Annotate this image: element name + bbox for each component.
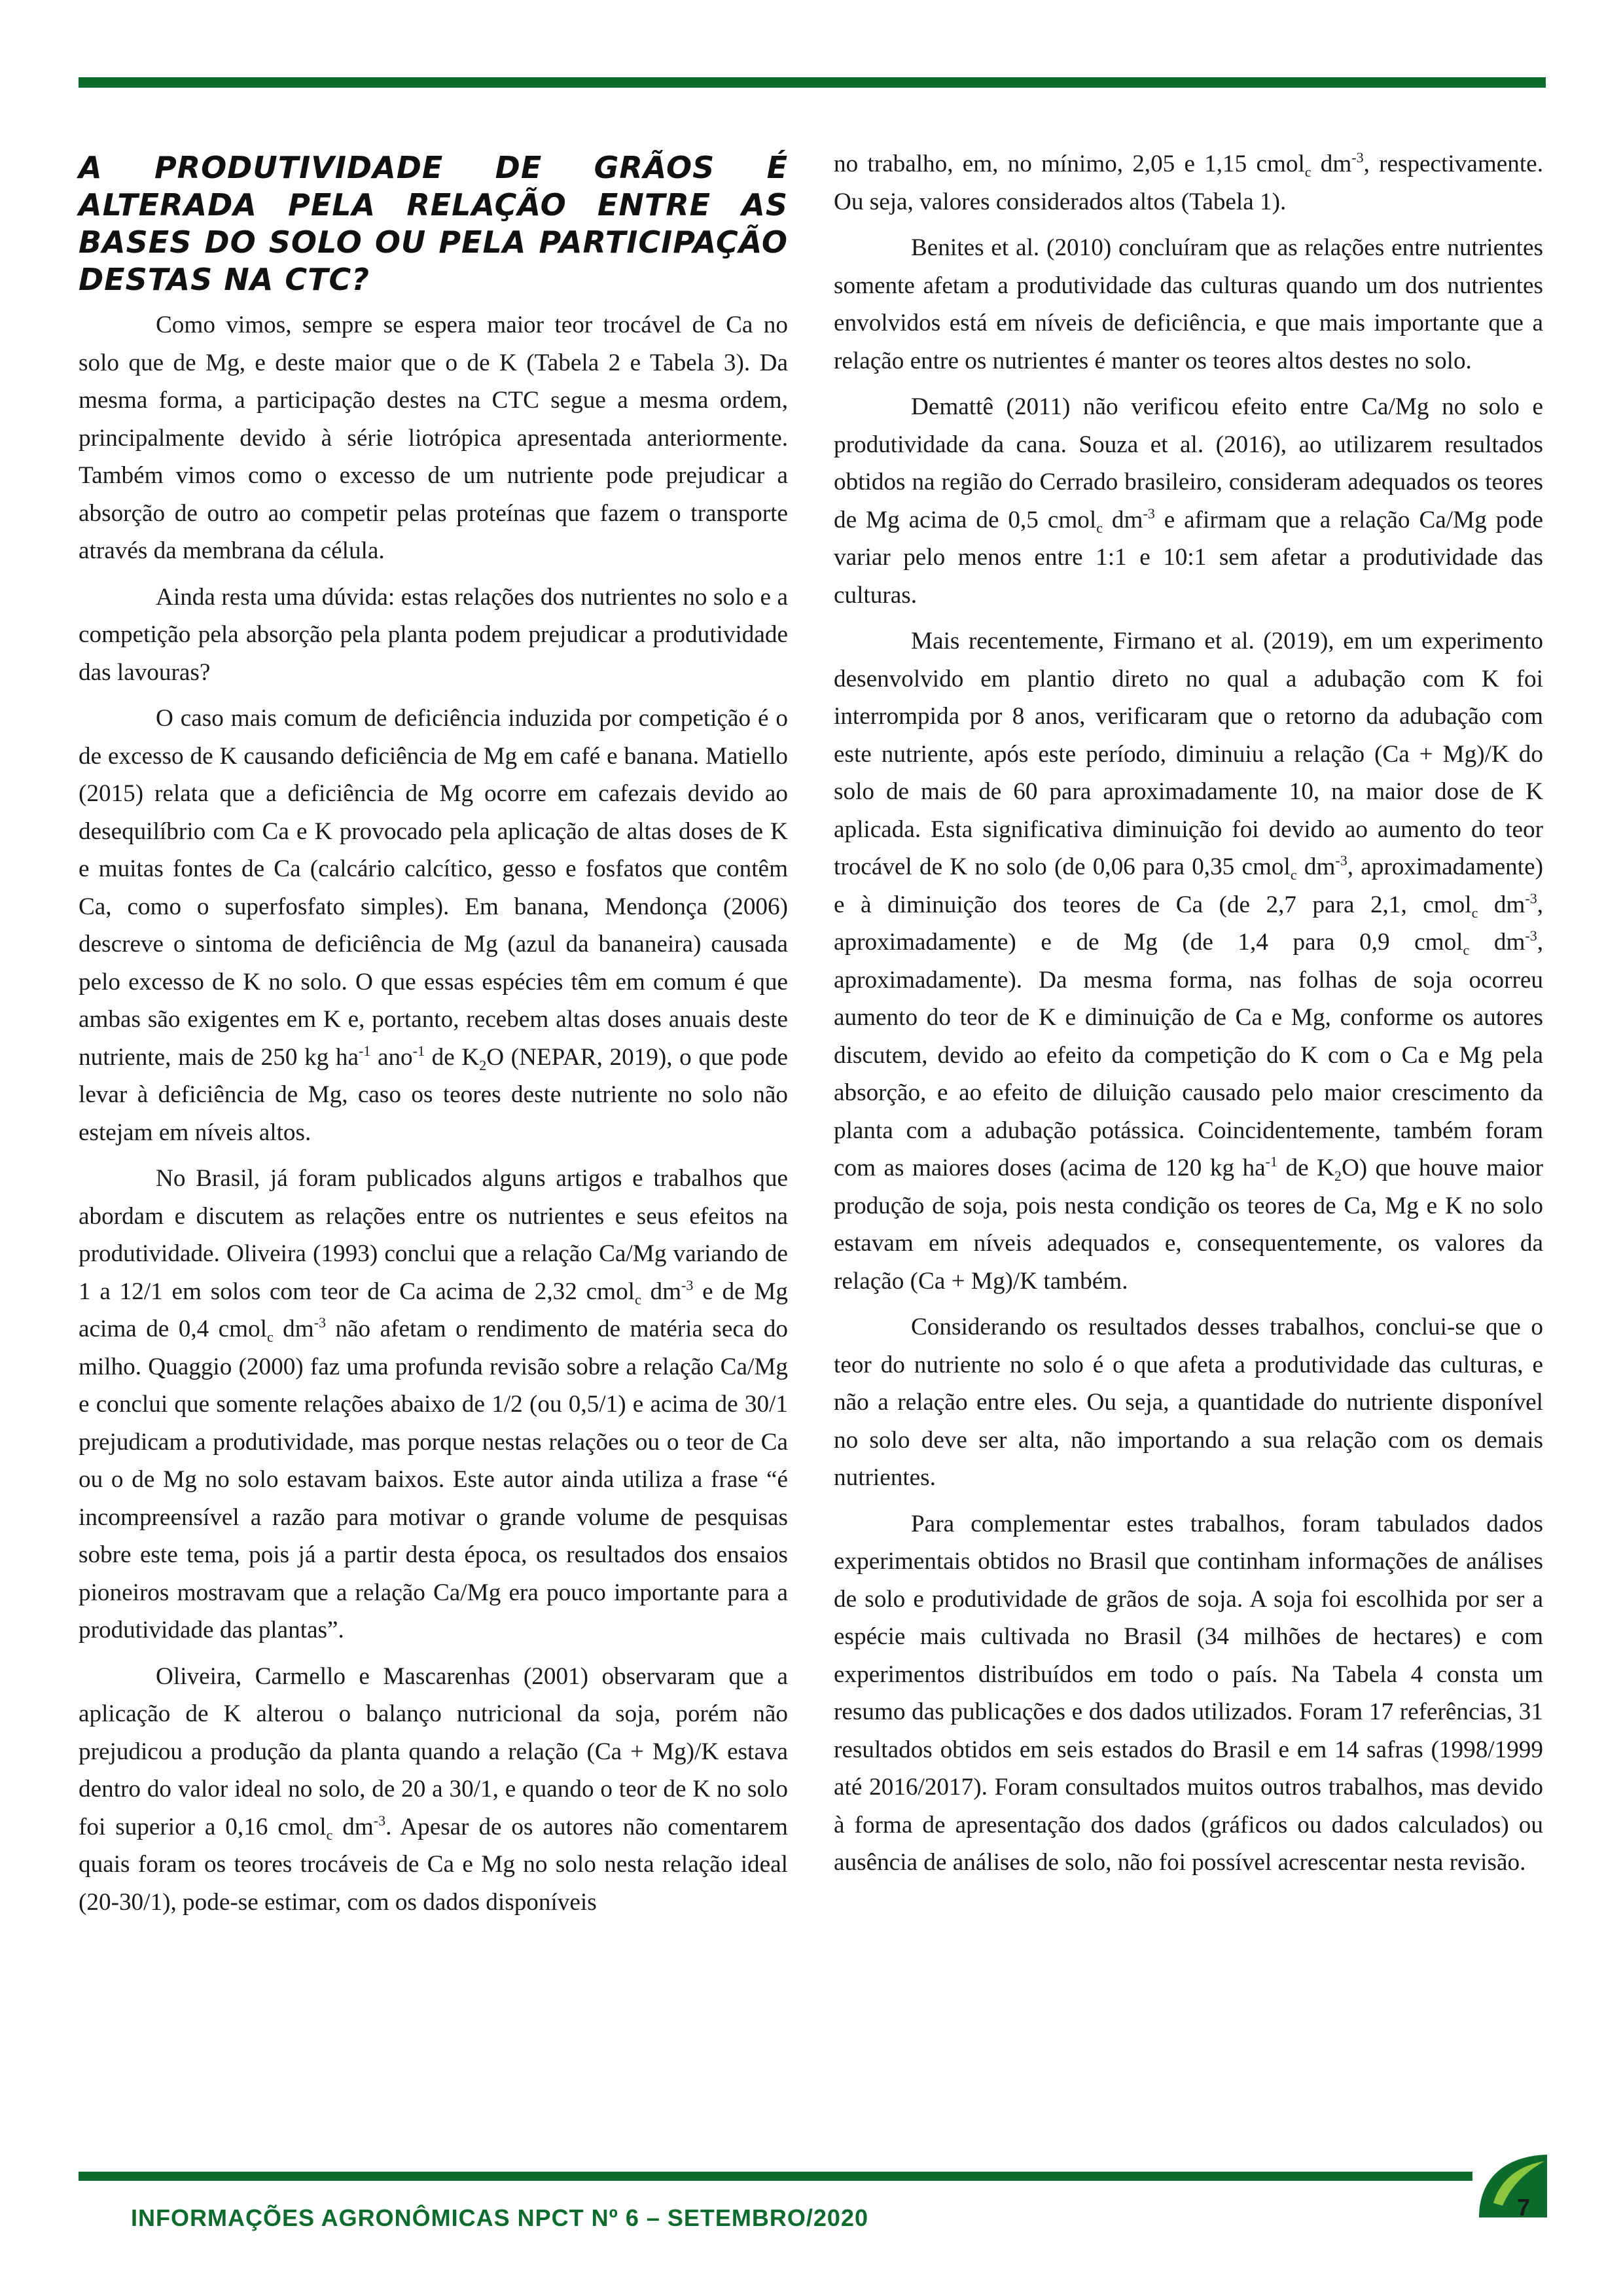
section-heading: A PRODUTIVIDADE DE GRÃOS É ALTERADA PELA RELAÇÃO ENTRE AS BASES DO SOLO OU PELA PARTICIPAÇÃO DESTAS NA CTC? <box>79 150 788 297</box>
top-rule <box>79 77 1546 88</box>
right-column <box>834 145 1543 1890</box>
left-column <box>79 149 788 1929</box>
paragraph: Ainda resta uma dúvida: estas relações dos nutrientes no solo e a competição pela absorção pela planta podem prejudicar a produtividade das lavouras? <box>79 583 788 686</box>
paragraph: Considerando os resultados desses trabalhos, conclui-se que o teor do nutriente no solo é o que afeta a produtividade das culturas, e não a relação entre eles. Ou seja, a quantidade do nutriente disponível no solo deve ser alta, não importando a sua relação com os demais nutrientes. <box>834 1314 1543 1491</box>
paragraph: Benites et al. (2010) concluíram que as relações entre nutrientes somente afetam a produtividade das culturas quando um dos nutrientes envolvidos está em níveis de deficiência, e que mais importante que a relação entre os nutrientes é manter os teores altos destes no solo. <box>834 234 1543 374</box>
paragraph-continued: no trabalho, em, no mínimo, 2,05 e 1,15 cmol$_c$ $dm^{-3}$, respectivamente. Ou seja, valores considerados altos (Tabela 1). <box>834 149 1543 215</box>
paragraph: Mais recentemente, Firmano et al. (2019), em um experimento desenvolvido em plantio direto no qual a adubação com K foi interrompida por 8 anos, verificaram que o retorno da adubação com este nutriente, após este período, diminuiu a relação (Ca + Mg)/K do solo de mais de 60 para aproximadamente 10, na maior dose de K aplicada. Esta significativa diminuição foi devido ao aumento do teor trocável de K no solo (de 0,06 para 0,35 cmol$_c$ $dm^{-3}$, aproximadamente) e à diminuição dos teores de Ca (de 2,7 para 2,1, cmol$_c$ $dm^{-3}$, aproximadamente) e de Mg (de 1,4 para 0,9 cmol$_c$ $dm^{-3}$, aproximadamente). Da mesma forma, nas folhas de soja ocorreu aumento do teor de K e diminuição de Ca e Mg, conforme os autores discutem, devido ao efeito da competição do K com o Ca e Mg pela absorção, e ao efeito de diluição causado pelo maior crescimento da planta com a adubação potássica. Coincidentemente, também foram com as maiores doses (acima de 120 kg $ha^{-1}$ de $K_2O$) que houve maior produção de soja, pois nesta condição os teores de Ca, Mg e K no solo estavam em níveis adequados e, consequentemente, os valores da relação (Ca + Mg)/K também. <box>834 628 1543 1295</box>
page-number: 7 <box>1517 2194 1531 2221</box>
paragraph: Oliveira, Carmello e Mascarenhas (2001) observaram que a aplicação de K alterou o balanço nutricional da soja, porém não prejudicou a produção da planta quando a relação (Ca + Mg)/K estava dentro do valor ideal no solo, de 20 a 30/1, e quando o teor de K no solo foi superior a 0,16 cmol$_c$ $dm^{-3}$. Apesar de os autores não comentarem quais foram os teores trocáveis de Ca e Mg no solo nesta relação ideal (20-30/1), pode-se estimar, com os dados disponíveis <box>79 1662 788 1916</box>
bottom-rule <box>79 2172 1472 2181</box>
paragraph: Demattê (2011) não verificou efeito entre Ca/Mg no solo e produtividade da cana. Souza et al. (2016), ao utilizarem resultados obtidos na região do Cerrado brasileiro, consideram adequados os teores de Mg acima de 0,5 cmol$_c$ $dm^{-3}$ e afirmam que a relação Ca/Mg pode variar pelo menos entre 1:1 e 10:1 sem afetar a produtividade das culturas. <box>834 393 1543 609</box>
leaf-icon <box>1474 2152 1550 2221</box>
paragraph: O caso mais comum de deficiência induzida por competição é o de excesso de K causando deficiência de Mg em café e banana. Matiello (2015) relata que a deficiência de Mg ocorre em cafezais devido ao desequilíbrio com Ca e K provocado pela aplicação de altas doses de K e muitas fontes de Ca (calcário calcítico, gesso e fosfatos que contêm Ca, como o superfosfato simples). Em banana, Mendonça (2006) descreve o sintoma de deficiência de Mg (azul da bananeira) causada pelo excesso de K no solo. O que essas espécies têm em comum é que ambas são exigentes em K e, portanto, recebem altas doses anuais deste nutriente, mais de 250 kg $ha^{-1}$ ano$^{-1}$ de $K_2O$ (NEPAR, 2019), o que pode levar à deficiência de Mg, caso os teores deste nutriente no solo não estejam em níveis altos. <box>79 705 788 1146</box>
paragraph: Para complementar estes trabalhos, foram tabulados dados experimentais obtidos no Brasil que continham informações de análises de solo e produtividade de grãos de soja. A soja foi escolhida por ser a espécie mais cultivada no Brasil (34 milhões de hectares) e com experimentos distribuídos em todo o país. Na Tabela 4 consta um resumo das publicações e dos dados utilizados. Foram 17 referências, 31 resultados obtidos em seis estados do Brasil e em 14 safras (1998/1999 até 2016/2017). Foram consultados muitos outros trabalhos, mas devido à forma de apresentação dos dados (gráficos ou dados calculados) ou ausência de análises de solo, não foi possível acrescentar nesta revisão. <box>834 1510 1543 1876</box>
footer-publication: INFORMAÇÕES AGRONÔMICAS NPCT Nº 6 – SETEMBRO/2020 <box>131 2204 868 2231</box>
paragraph: Como vimos, sempre se espera maior teor trocável de Ca no solo que de Mg, e deste maior que o de K (Tabela 2 e Tabela 3). Da mesma forma, a participação destes na CTC segue a mesma ordem, principalmente devido à série liotrópica apresentada anteriormente. Também vimos como o excesso de um nutriente pode prejudicar a absorção de outro ao competir pelas proteínas que fazem o transporte através da membrana da célula. <box>79 312 788 564</box>
paragraph: No Brasil, já foram publicados alguns artigos e trabalhos que abordam e discutem as relações entre os nutrientes e seus efeitos na produtividade. Oliveira (1993) conclui que a relação Ca/Mg variando de 1 a 12/1 em solos com teor de Ca acima de 2,32 cmol$_c$ $dm^{-3}$ e de Mg acima de 0,4 cmol$_c$ $dm^{-3}$ não afetam o rendimento de matéria seca do milho. Quaggio (2000) faz uma profunda revisão sobre a relação Ca/Mg e conclui que somente relações abaixo de 1/2 (ou 0,5/1) e acima de 30/1 prejudicam a produtividade, mas porque nestas relações ou o teor de Ca ou o de Mg no solo estavam baixos. Este autor ainda utiliza a frase “é incompreensível a razão para motivar o grande volume de pesquisas sobre este tema, pois já a partir desta época, os resultados dos ensaios pioneiros mostravam que a relação Ca/Mg era pouco importante para a produtividade das plantas”. <box>79 1165 788 1643</box>
